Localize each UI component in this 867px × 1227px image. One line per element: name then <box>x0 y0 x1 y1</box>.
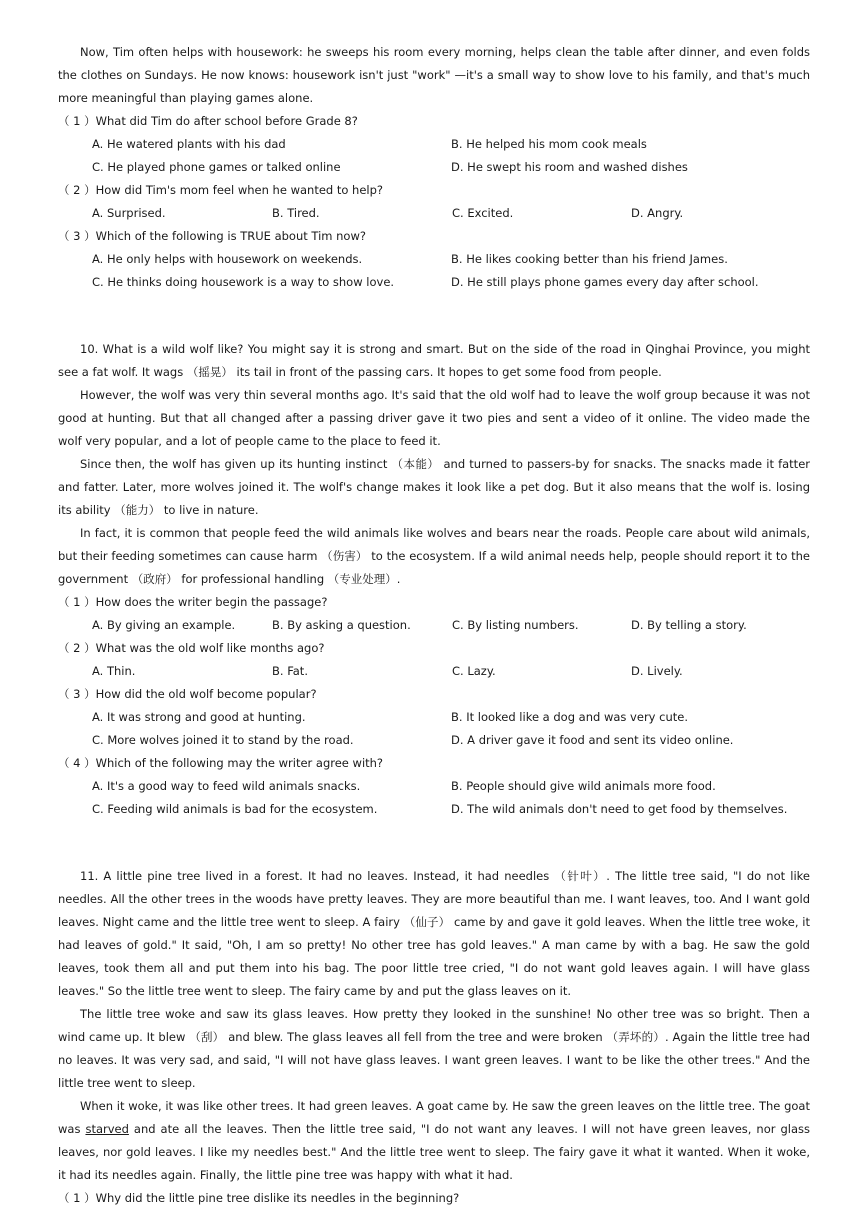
text-segment: and ate all the leaves. Then the little tree said, "I do not want any leaves. I will not have green leaves, nor glass leaves, nor gold leaves. I like my needles best." And the little tree went to sleep. The fairy gave it what it wanted. When it woke, it had its needles again. Finally, the little pine tree was happy with what it had. <box>58 1122 810 1182</box>
option-d: D. He still plays phone games every day after school. <box>451 275 759 289</box>
question-10-2: （ 2 ）What was the old wolf like months ago? <box>58 641 325 655</box>
option-a: A. He only helps with housework on weekends. <box>92 252 363 266</box>
question-9-2: （ 2 ）How did Tim's mom feel when he wanted to help? <box>58 183 384 197</box>
options-9-1a <box>58 133 810 156</box>
passage-10-paragraph-1: 10. What is a wild wolf like? You might say it is strong and smart. But on the side of the road in Qinghai Province, you might see a fat wolf. It wags （摇晃） its tail in front of the passing cars. It hopes to get some food from people. <box>58 342 810 379</box>
spacer <box>58 821 810 865</box>
question-9-1: （ 1 ）What did Tim do after school before Grade 8? <box>58 114 358 128</box>
options-10-4a <box>58 775 810 798</box>
option-c: C. He played phone games or talked online <box>92 160 341 174</box>
options-9-1b <box>58 156 810 179</box>
passage-11-paragraph-3 <box>58 1095 810 1187</box>
underlined-word: starved <box>85 1122 129 1136</box>
option-c: C. Lazy. <box>452 664 496 678</box>
options-9-3b <box>58 271 810 294</box>
option-b: B. Tired. <box>272 206 320 220</box>
passage-9-paragraph: Now, Tim often helps with housework: he sweeps his room every morning, helps clean the table after dinner, and even folds the clothes on Sundays. He now knows: housework isn't just "work" —it's a small way to show love to his family, and that's much more meaningful than playing games alone. <box>58 45 810 105</box>
options-10-1 <box>58 614 810 637</box>
passage-11-paragraph-1: 11. A little pine tree lived in a forest. It had no leaves. Instead, it had needles （针叶）. The little tree said, "I do not like needles. All the other trees in the woods have pretty leaves. They are more beautiful than me. I want leaves, too. And I want gold leaves. Night came and the little tree went to sleep. A fairy （仙子） came by and gave it gold leaves. When the little tree woke, it had leaves of gold." It said, "Oh, I am so pretty! No other tree has gold leaves." A man came by with a bag. He saw the gold leaves, took them all and put them into his bag. The poor little tree cried, "I do not want gold leaves again. I will have glass leaves." So the little tree went to sleep. The fairy came by and put the glass leaves on it. <box>58 869 810 998</box>
text-segment: When it woke, it was like other trees. It had green leaves. A goat came by. He saw the green leaves on the little tree. The goat was <box>58 1099 810 1136</box>
question-10-1: （ 1 ）How does the writer begin the passage? <box>58 595 328 609</box>
options-10-3b <box>58 729 810 752</box>
question-10-4: （ 4 ）Which of the following may the writer agree with? <box>58 756 384 770</box>
document-page <box>58 41 810 1210</box>
option-d: D. He swept his room and washed dishes <box>451 160 688 174</box>
spacer <box>58 294 810 338</box>
option-c: C. Excited. <box>452 206 514 220</box>
question-9-3: （ 3 ）Which of the following is TRUE about Tim now? <box>58 229 366 243</box>
option-a: A. By giving an example. <box>92 618 236 632</box>
options-9-2 <box>58 202 810 225</box>
option-b: B. He helped his mom cook meals <box>451 137 647 151</box>
option-a: A. It's a good way to feed wild animals snacks. <box>92 779 361 793</box>
options-9-3a <box>58 248 810 271</box>
option-d: D. A driver gave it food and sent its video online. <box>451 733 734 747</box>
option-a: A. He watered plants with his dad <box>92 137 286 151</box>
option-d: D. Angry. <box>631 206 684 220</box>
option-b: B. People should give wild animals more food. <box>451 779 716 793</box>
option-b: B. Fat. <box>272 664 308 678</box>
option-d: D. Lively. <box>631 664 683 678</box>
question-10-3: （ 3 ）How did the old wolf become popular? <box>58 687 317 701</box>
option-a: A. Thin. <box>92 664 136 678</box>
option-b: B. It looked like a dog and was very cute. <box>451 710 688 724</box>
passage-11-paragraph-2: The little tree woke and saw its glass leaves. How pretty they looked in the sunshine! No other tree was so bright. Then a wind came up. It blew （刮） and blew. The glass leaves all fell from the tree and were broken （弄坏的）. Again the little tree had no leaves. It was very sad, and said, "I will not have glass leaves. I want green leaves. I want to be like the other trees." And the little tree went to sleep. <box>58 1007 810 1090</box>
option-c: C. He thinks doing housework is a way to show love. <box>92 275 395 289</box>
option-b: B. By asking a question. <box>272 618 411 632</box>
options-10-4b <box>58 798 810 821</box>
passage-10-paragraph-4: In fact, it is common that people feed the wild animals like wolves and bears near the roads. People care about wild animals, but their feeding sometimes can cause harm （伤害） to the ecosystem. If a wild animal needs help, people should report it to the government （政府） for professional handling （专业处理）. <box>58 526 810 586</box>
option-c: C. By listing numbers. <box>452 618 579 632</box>
option-a: A. Surprised. <box>92 206 166 220</box>
option-c: C. More wolves joined it to stand by the road. <box>92 733 354 747</box>
option-b: B. He likes cooking better than his friend James. <box>451 252 728 266</box>
question-11-1: （ 1 ）Why did the little pine tree dislike its needles in the beginning? <box>58 1191 460 1205</box>
option-d: D. The wild animals don't need to get food by themselves. <box>451 802 788 816</box>
option-a: A. It was strong and good at hunting. <box>92 710 306 724</box>
options-10-2 <box>58 660 810 683</box>
passage-10-paragraph-3: Since then, the wolf has given up its hunting instinct （本能） and turned to passers-by for snacks. The snacks made it fatter and fatter. Later, more wolves joined it. The wolf's change makes it look like a pet dog. But it also means that the wolf is. losing its ability （能力） to live in nature. <box>58 457 810 517</box>
option-c: C. Feeding wild animals is bad for the ecosystem. <box>92 802 378 816</box>
option-d: D. By telling a story. <box>631 618 747 632</box>
passage-10-paragraph-2: However, the wolf was very thin several months ago. It's said that the old wolf had to leave the wolf group because it was not good at hunting. But that all changed after a passing driver gave it two pies and sent a video of it online. The video made the wolf very popular, and a lot of people came to the place to feed it. <box>58 388 810 448</box>
options-10-3a <box>58 706 810 729</box>
